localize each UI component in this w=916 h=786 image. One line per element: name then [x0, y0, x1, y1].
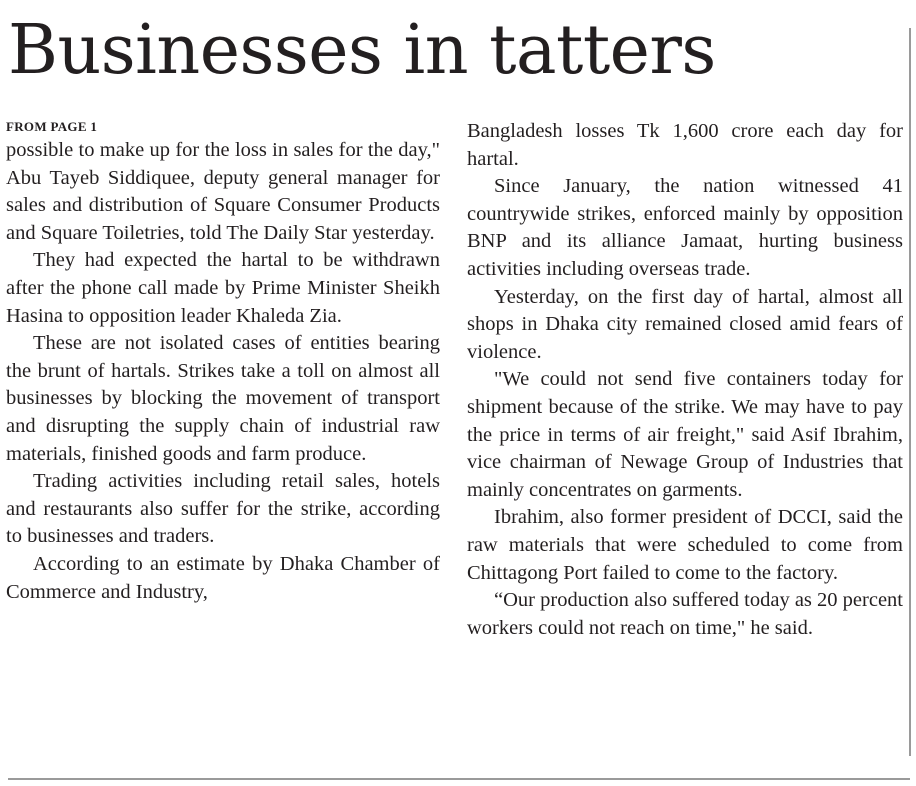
- paragraph-3: These are not isolated cases of entities bearing the brunt of hartals. Strikes take a toll on almost all businesses by blocking the movement of transport and disrupting the supply chain of industrial raw materials, finished goods and farm produce.: [6, 332, 440, 465]
- article-column-right: [467, 118, 903, 642]
- jump-label: FROM PAGE 1: [6, 119, 98, 134]
- paragraph-10: Ibrahim, also former president of DCCI, said the raw materials that were scheduled to come from Chittagong Port failed to come to the factory.: [467, 506, 903, 584]
- paragraph-9: "We could not send five containers today for shipment because of the strike. We may have to pay the price in terms of air freight," said Asif Ibrahim, vice chairman of Newage Group of Industries that mainly concentrates on garments.: [467, 368, 903, 501]
- paragraph-4: Trading activities including retail sales, hotels and restaurants also suffer for the strike, according to businesses and traders.: [6, 470, 440, 548]
- headline: Businesses in tatters: [8, 11, 716, 90]
- paragraph-8: Yesterday, on the first day of hartal, almost all shops in Dhaka city remained closed amid fears of violence.: [467, 285, 903, 363]
- paragraph-6: Bangladesh losses Tk 1,600 crore each day for hartal.: [467, 120, 903, 170]
- paragraph-7: Since January, the nation witnessed 41 countrywide strikes, enforced mainly by opposition BNP and its alliance Jamaat, hurting business activities including overseas trade.: [467, 175, 903, 280]
- paragraph-5: According to an estimate by Dhaka Chamber of Commerce and Industry,: [6, 552, 440, 603]
- article-column-left: [6, 117, 440, 606]
- column-rule-right: [909, 28, 911, 756]
- paragraph-2: They had expected the hartal to be withdrawn after the phone call made by Prime Minister Sheikh Hasina to opposition leader Khaleda Zia.: [6, 249, 440, 327]
- bottom-rule: [8, 778, 910, 780]
- paragraph-1: possible to make up for the loss in sales for the day," Abu Tayeb Siddiquee, deputy general manager for sales and distribution of Square Consumer Products and Square Toiletries, told The Daily Star yesterday.: [6, 139, 440, 244]
- paragraph-11: “Our production also suffered today as 20 percent workers could not reach on time," he said.: [467, 589, 903, 639]
